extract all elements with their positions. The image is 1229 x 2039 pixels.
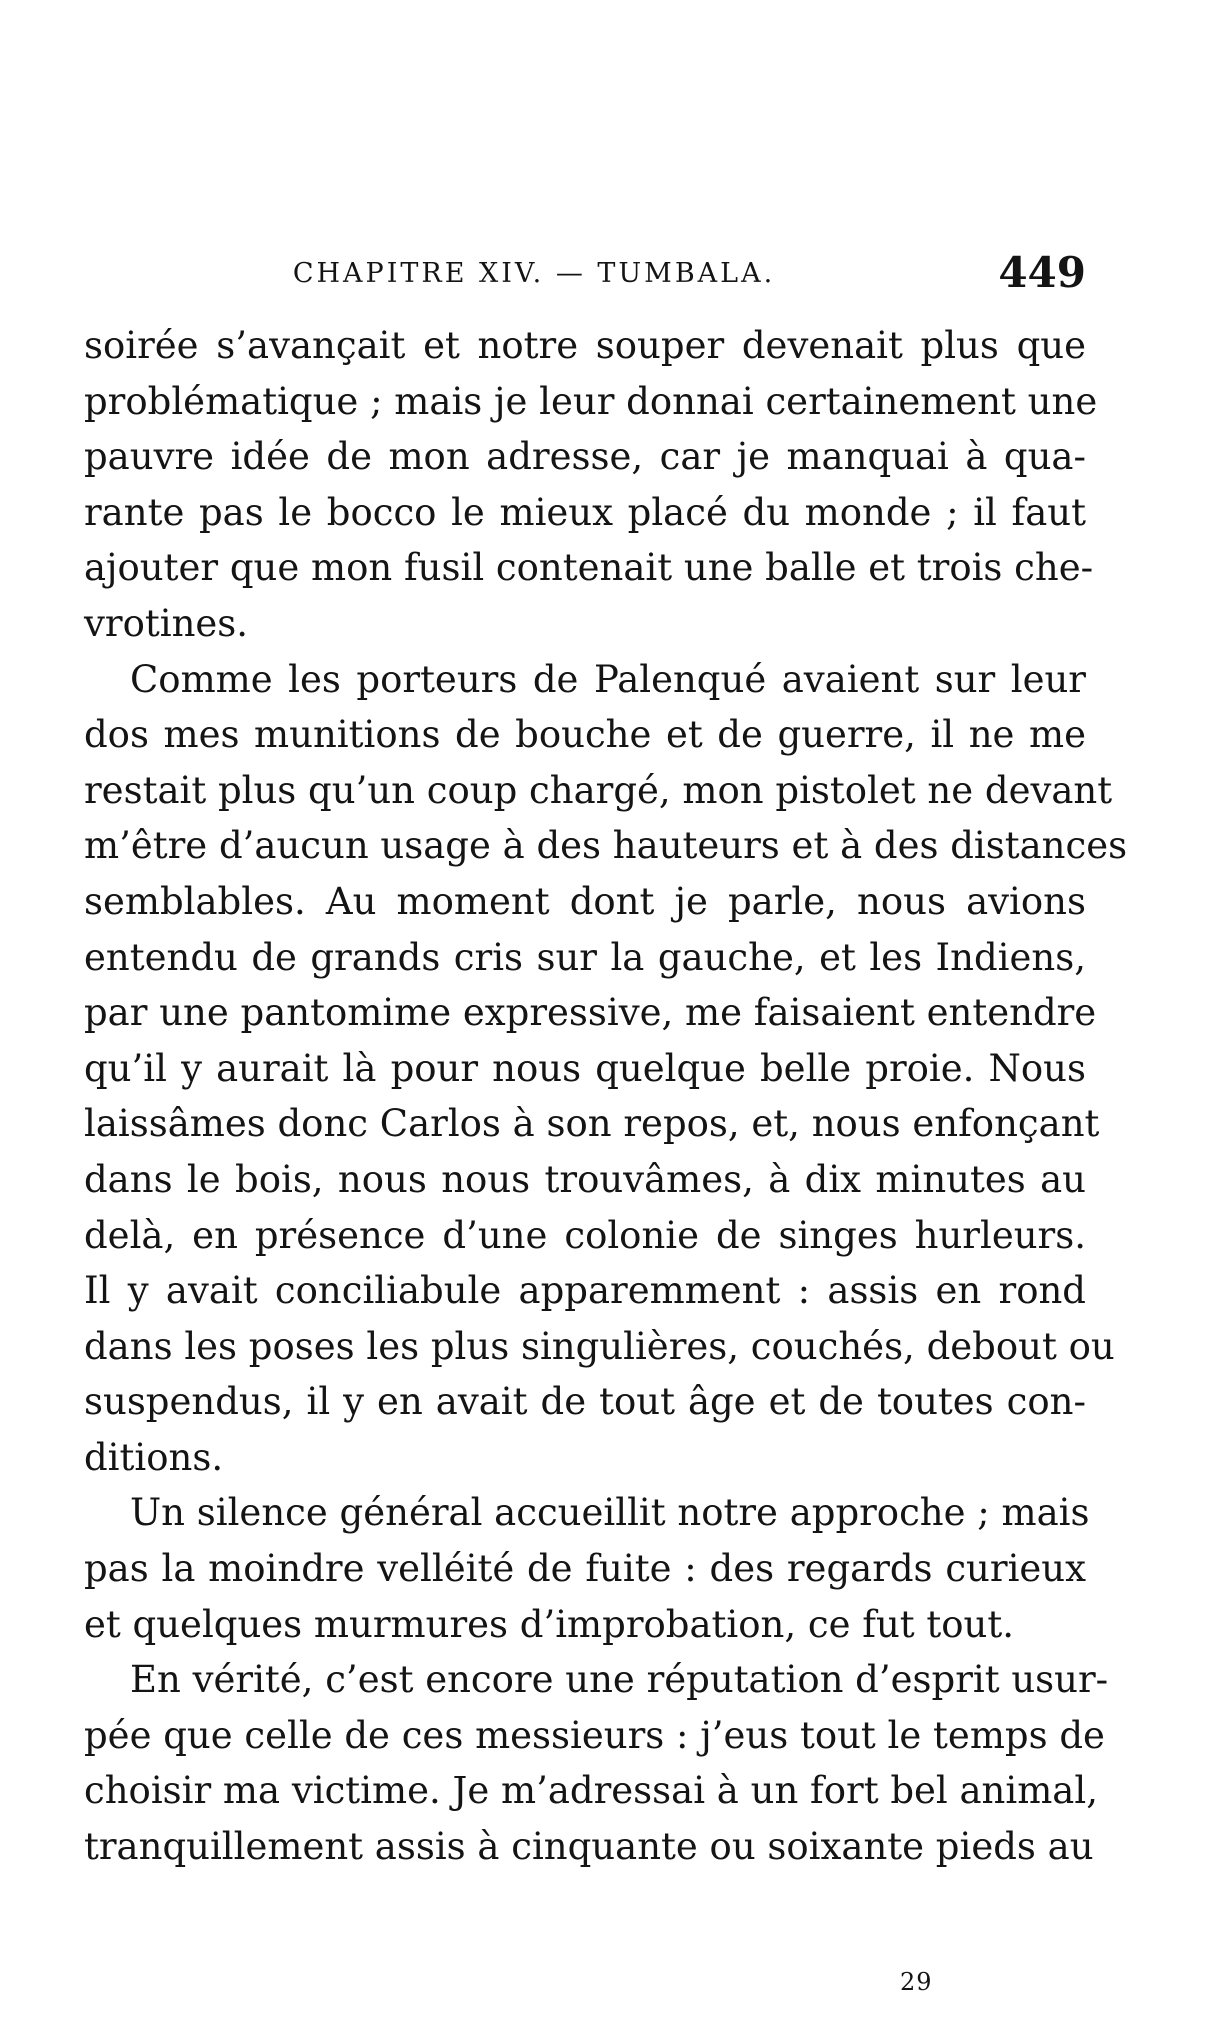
text-line: Un silence général accueillit notre approche ; mais (130, 1491, 1090, 1535)
paragraph (84, 652, 1128, 1486)
text-line: ditions. (84, 1435, 224, 1479)
text-line: suspendus, il y en avait de tout âge et de toutes con- (84, 1380, 1086, 1424)
text-line: delà, en présence d’une colonie de singes hurleurs. (84, 1213, 1086, 1257)
text-line: et quelques murmures d’improbation, ce fut tout. (84, 1602, 1015, 1646)
text-line: par une pantomime expressive, me faisaient entendre (84, 991, 1097, 1035)
body-text (84, 318, 1128, 1875)
running-title: CHAPITRE XIV. — TUMBALA. (292, 258, 776, 289)
text-line: vrotines. (84, 601, 249, 645)
text-line: pas la moindre velléité de fuite : des regards curieux (84, 1547, 1086, 1591)
text-line: pauvre idée de mon adresse, car je manquai à qua- (84, 435, 1086, 479)
paragraph (84, 1485, 1090, 1652)
text-line: Il y avait conciliabule apparemment : assis en rond (84, 1269, 1086, 1313)
text-line: m’être d’aucun usage à des hauteurs et à des distances (84, 824, 1128, 868)
text-line: laissâmes donc Carlos à son repos, et, nous enfonçant (84, 1102, 1100, 1146)
text-line: problématique ; mais je leur donnai certainement une (84, 379, 1098, 423)
running-head (84, 246, 1086, 306)
text-line: ajouter que mon fusil contenait une balle et trois che- (84, 546, 1094, 590)
text-line: rante pas le bocco le mieux placé du monde ; il faut (84, 490, 1086, 534)
text-line: tranquillement assis à cinquante ou soixante pieds au (84, 1825, 1094, 1869)
text-line: choisir ma victime. Je m’adressai à un fort bel animal, (84, 1769, 1098, 1813)
text-line: dans les poses les plus singulières, couchés, debout ou (84, 1324, 1115, 1368)
text-line: En vérité, c’est encore une réputation d’esprit usur- (130, 1658, 1109, 1702)
text-line: dans le bois, nous nous trouvâmes, à dix minutes au (84, 1157, 1086, 1201)
paragraph (84, 1652, 1109, 1874)
text-line: semblables. Au moment dont je parle, nous avions (84, 879, 1086, 923)
text-line: entendu de grands cris sur la gauche, et les Indiens, (84, 935, 1086, 979)
text-line: dos mes munitions de bouche et de guerre, il ne me (84, 713, 1086, 757)
signature-mark: 29 (900, 1968, 933, 1996)
text-line: pée que celle de ces messieurs : j’eus tout le temps de (84, 1713, 1105, 1757)
page-number: 449 (998, 248, 1086, 297)
text-line: qu’il y aurait là pour nous quelque belle proie. Nous (84, 1046, 1086, 1090)
text-line: soirée s’avançait et notre souper devenait plus que (84, 324, 1086, 367)
text-line: restait plus qu’un coup chargé, mon pistolet ne devant (84, 768, 1113, 812)
text-line: Comme les porteurs de Palenqué avaient sur leur (130, 657, 1086, 701)
paragraph (84, 318, 1098, 652)
